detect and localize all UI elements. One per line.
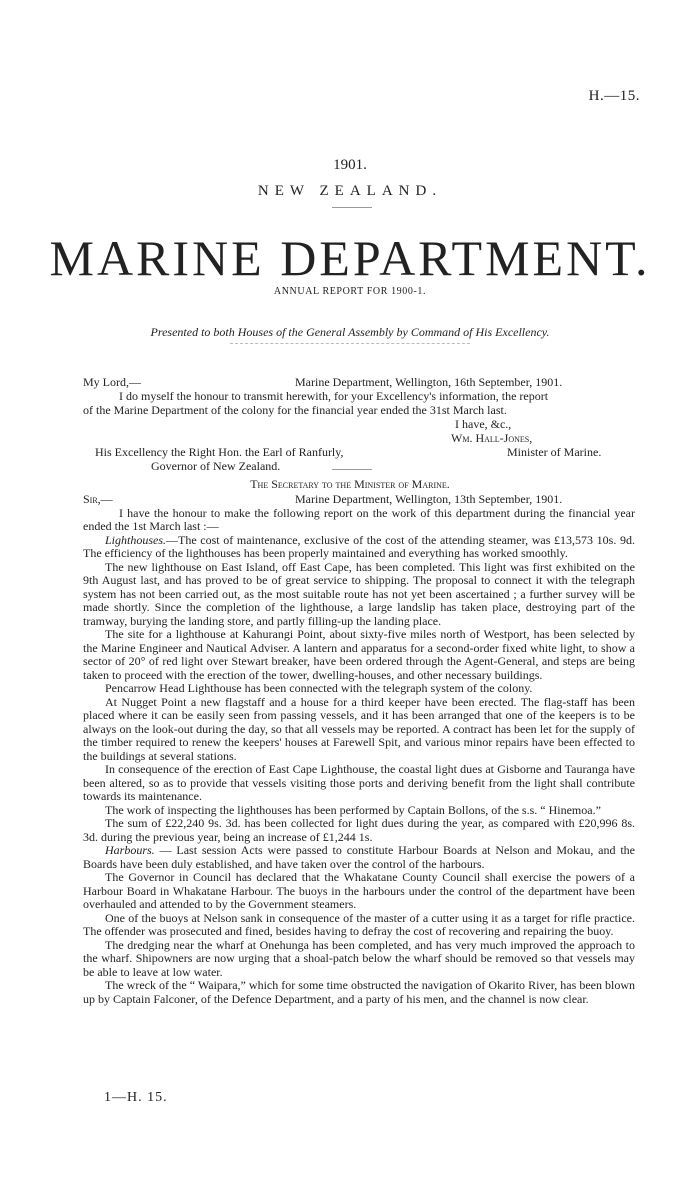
addressee-row — [83, 445, 635, 459]
addressee-title-row — [83, 459, 635, 473]
paragraph-text: The sum of £22,240 9s. 3d. has been collected for light dues during the year, as compared with £20,996 8s. 3d. during the previous year, being an increase of £1,244 1s. — [83, 816, 635, 844]
report-paragraph — [83, 979, 635, 1006]
report-paragraph — [83, 939, 635, 980]
report-paragraph — [83, 561, 635, 629]
letter-line: of the Marine Department of the colony for the financial year ended the 31st March last. — [83, 403, 507, 417]
salutation-row — [83, 375, 635, 389]
report-paragraph — [83, 817, 635, 844]
document-subtitle: ANNUAL REPORT FOR 1900-1. — [273, 286, 427, 297]
paragraph-text: At Nugget Point a new flagstaff and a house for a third keeper have been erected. The flag-staff has been placed where it can be easily seen from passing vessels, and it has been arranged that one of the keepers is to be always on the look-out during the day, so that all vessels may be reported. A contract has been let for the supply of the timber required to renew the keepers' houses at Farewell Spit, and various minor repairs have been effected to the buildings at several stations. — [83, 694, 635, 763]
salutation: My Lord,— — [83, 375, 141, 389]
paragraph-text: — Last session Acts were passed to constitute Harbour Boards at Nelson and Mokau, and the Boards have been duly established, and have taken over the control of the harbours. — [83, 843, 635, 871]
paragraph-text: The site for a lighthouse at Kahurangi Point, about sixty-five miles north of Westport, has been selected by the Marine Engineer and Nautical Adviser. A lantern and apparatus for a second-order fixed white light, to show a sector of 20° of red light over Stewart breaker, have been ordered through the Agent-General, and steps are being taken to proceed with the erection of the tower, dwelling-houses, and other necessary buildings. — [83, 627, 635, 682]
presented-line: Presented to both Houses of the General Assembly by Command of His Excellency. — [150, 325, 550, 339]
page-reference: H.—15. — [588, 88, 640, 104]
report-paragraph — [83, 871, 635, 912]
paragraph-text: The work of inspecting the lighthouses has been performed by Captain Bollons, of the s.s. “ Hinemoa.” — [105, 802, 601, 817]
paragraph-text: The Governor in Council has declared that the Whakatane County Council shall exercise the powers of a Harbour Board in Whakatane Harbour. The buoys in the harbours under the control of the department have been overhauled and attended to by the Government steamers. — [83, 870, 635, 911]
addressee: His Excellency the Right Hon. the Earl of Ranfurly, — [95, 445, 344, 459]
report-paragraph — [83, 763, 635, 804]
place-date: Marine Department, Wellington, 16th September, 1901. — [295, 375, 563, 389]
report-year: 1901. — [333, 157, 367, 173]
report-heading: The Secretary to the Minister of Marine. — [250, 477, 450, 491]
signer-name: Wm. Hall-Jones, — [451, 431, 533, 445]
paragraph-text: The new lighthouse on East Island, off East Cape, has been completed. This light was first exhibited on the 9th August last, and has proved to be of great service to shipping. The proposal to connect it with the telegraph system has not been carried out, as the most suitable route has not yet been ascertained ; a further survey will be made shortly. Since the completion of the lighthouse, a large landslip has taken place, destroying part of the tramway, burying the landing store, and partly filling-up the landing place. — [83, 559, 635, 628]
country-heading: NEW ZEALAND. — [257, 183, 443, 199]
intro-paragraph: I have the honour to make the following report on the work of this department during the financial year ended the 1st March last :— — [83, 505, 635, 533]
letter-line: I do myself the honour to transmit herewith, for your Excellency's information, the report — [119, 389, 549, 403]
document-title: MARINE DEPARTMENT. — [49, 230, 651, 286]
report-paragraph — [83, 912, 635, 939]
paragraph-text: —The cost of maintenance, exclusive of the cost of the attending steamer, was £13,573 10s. 9d. The efficiency of the lighthouses has been properly maintained and everything has worked smoothly. — [83, 532, 635, 560]
page-footer: 1—H. 15. — [104, 1090, 168, 1105]
divider — [332, 207, 372, 208]
salutation: Sir,— — [83, 492, 113, 506]
covering-letter — [83, 375, 635, 473]
paragraph-text: In consequence of the erection of East Cape Lighthouse, the coastal light dues at Gisborne and Tauranga have been altered, so as to provide that vessels visiting those ports and deriving benefit from the light shall contribute towards its maintenance. — [83, 762, 635, 803]
paragraph-text: One of the buoys at Nelson sank in consequence of the master of a cutter using it as a target for rifle practice. The offender was prosecuted and fined, besides having to defray the cost of recovering and repairing the buoy. — [83, 910, 635, 938]
section-lead: Harbours. — [105, 843, 155, 857]
divider — [230, 343, 470, 344]
closing: I have, &c., — [455, 417, 512, 431]
section-lead: Lighthouses. — [105, 532, 167, 547]
addressee-title: Governor of New Zealand. — [151, 459, 281, 473]
paragraph-text: Pencarrow Head Lighthouse has been connected with the telegraph system of the colony. — [105, 681, 533, 695]
report-paragraph — [83, 844, 635, 871]
salutation-row — [83, 493, 635, 507]
report-paragraph — [83, 696, 635, 764]
report-body — [83, 493, 635, 1006]
paragraph-text: The wreck of the “ Waipara,” which for some time obstructed the navigation of Okarito River, has been blown up by Captain Falconer, of the Defence Department, and a party of his men, and the channel is now clear. — [83, 978, 635, 1006]
report-paragraph — [83, 628, 635, 682]
report-paragraph — [83, 804, 635, 818]
report-paragraph — [83, 682, 635, 696]
divider — [332, 469, 372, 470]
signer-row — [83, 431, 635, 445]
place-date: Marine Department, Wellington, 13th September, 1901. — [295, 492, 563, 506]
report-paragraph — [83, 534, 635, 561]
closing-row — [83, 417, 635, 431]
paragraph-list — [83, 534, 635, 1007]
signer-title: Minister of Marine. — [507, 445, 602, 459]
paragraph-text: The dredging near the wharf at Onehunga has been completed, and has very much improved the approach to the wharf. Shipowners are now urging that a shoal-patch below the wharf should be removed so that vessels may be able to leave at low water. — [83, 937, 635, 979]
